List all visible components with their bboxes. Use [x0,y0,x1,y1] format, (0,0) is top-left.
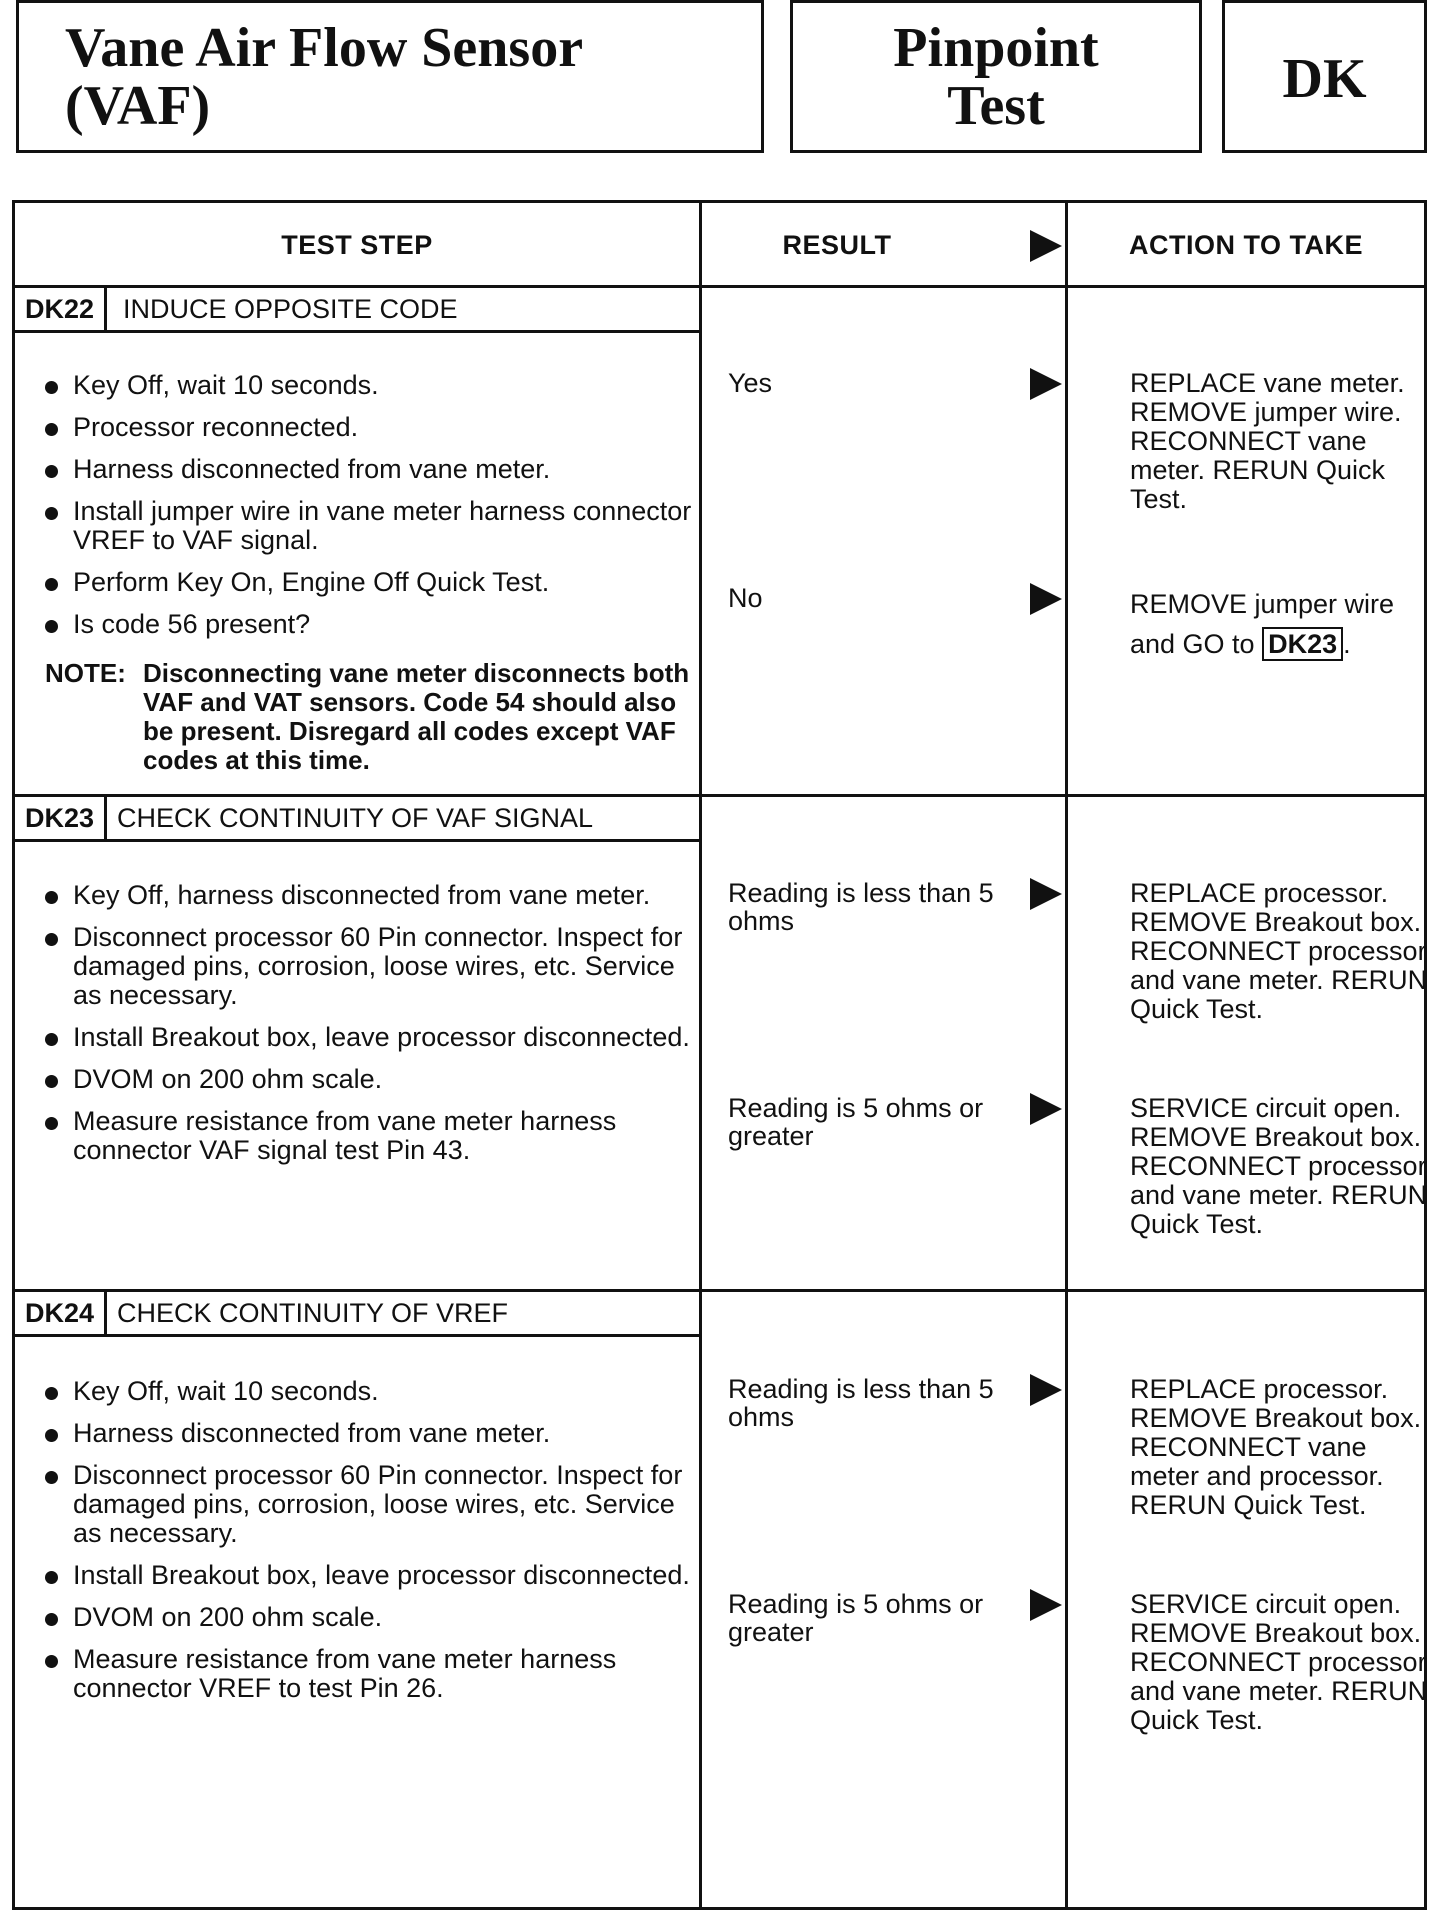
list-item: Install Breakout box, leave processor disconnected. [43,1561,693,1590]
list-item: Harness disconnected from vane meter. [43,1419,693,1448]
action-suffix: . [1343,629,1351,659]
arrow-icon [1030,878,1062,910]
action-text: REPLACE processor. REMOVE Breakout box. RECONNECT processor and vane meter. RERUN Quick Test. [1130,878,1428,1024]
list-item: Processor reconnected. [43,413,693,442]
list-item: Disconnect processor 60 Pin connector. Inspect for damaged pins, corrosion, loose wires, etc. Service as necessary. [43,1461,693,1548]
step-title: CHECK CONTINUITY OF VREF [117,1297,509,1328]
step-title: INDUCE OPPOSITE CODE [123,293,458,324]
list-item: Install jumper wire in vane meter harness connector VREF to VAF signal. [43,497,693,555]
step-bullets-dk22 [43,371,693,652]
action-text: SERVICE circuit open. REMOVE Breakout box. RECONNECT processor and vane meter. RERUN Quick Test. [1130,1589,1428,1735]
column-header-test-step: TEST STEP [281,230,433,260]
list-item: Perform Key On, Engine Off Quick Test. [43,568,693,597]
test-type [793,19,1199,135]
result-greater: Reading is 5 ohms or greater [728,1093,984,1151]
test-table [12,200,1427,1910]
test-type-box [790,0,1202,153]
list-item: Key Off, wait 10 seconds. [43,1377,693,1406]
code-box [1222,0,1427,153]
title-line-2: (VAF) [65,75,211,137]
arrow-icon [1030,583,1062,615]
test-type-line-1: Pinpoint [893,17,1099,79]
action-text: REPLACE processor. REMOVE Breakout box. RECONNECT vane meter and processor. RERUN Quick Test. [1130,1374,1422,1520]
result-less-than: Reading is less than 5 ohms [728,1374,994,1432]
list-item: Key Off, wait 10 seconds. [43,371,693,400]
test-code: DK [1282,48,1367,110]
arrow-icon [1030,1093,1062,1125]
step-reference: DK23 [1262,627,1343,661]
arrow-icon [1030,368,1062,400]
list-item: Measure resistance from vane meter harness connector VREF to test Pin 26. [43,1645,693,1703]
list-item: Install Breakout box, leave processor disconnected. [43,1023,693,1052]
list-item: Measure resistance from vane meter harness connector VAF signal test Pin 43. [43,1107,693,1165]
page-title [65,19,583,135]
step-header-dk22 [15,288,699,333]
step-id: DK24 [15,1292,107,1334]
result-yes: Yes [728,368,773,398]
column-divider [1065,203,1068,1907]
step-id: DK22 [15,288,107,330]
note-text: Disconnecting vane meter disconnects both VAF and VAT sensors. Code 54 should also be present. Disregard all codes except VAF codes at this time. [143,658,690,775]
list-item: DVOM on 200 ohm scale. [43,1065,693,1094]
step-id: DK23 [15,797,107,839]
result-less-than: Reading is less than 5 ohms [728,878,994,936]
step-title: CHECK CONTINUITY OF VAF SIGNAL [117,802,594,833]
note-label: NOTE: [45,658,126,688]
arrow-icon [1030,1589,1062,1621]
action-text: SERVICE circuit open. REMOVE Breakout box. RECONNECT processor and vane meter. RERUN Quick Test. [1130,1093,1428,1239]
list-item: DVOM on 200 ohm scale. [43,1603,693,1632]
step-bullets-dk23 [43,881,693,1178]
list-item: Is code 56 present? [43,610,693,639]
title-line-1: Vane Air Flow Sensor [65,17,584,79]
test-type-line-2: Test [947,75,1045,137]
action-text-part: REMOVE jumper wire and GO to [1130,589,1395,659]
column-divider [699,203,702,1907]
step-header-dk24 [15,1292,699,1337]
title-box [16,0,764,153]
step-note [45,659,695,775]
column-header-action: ACTION TO TAKE [1129,230,1363,260]
action-text [1130,584,1430,664]
list-item: Disconnect processor 60 Pin connector. Inspect for damaged pins, corrosion, loose wires, etc. Service as necessary. [43,923,693,1010]
step-header-dk23 [15,797,699,842]
list-item: Harness disconnected from vane meter. [43,455,693,484]
result-no: No [728,583,763,613]
list-item: Key Off, harness disconnected from vane meter. [43,881,693,910]
result-greater: Reading is 5 ohms or greater [728,1589,984,1647]
step-bullets-dk24 [43,1377,693,1716]
action-text: REPLACE vane meter. REMOVE jumper wire. RECONNECT vane meter. RERUN Quick Test. [1130,368,1405,514]
column-header-result: RESULT [782,230,892,260]
arrow-icon [1030,1374,1062,1406]
header-arrow-icon [1030,230,1062,262]
